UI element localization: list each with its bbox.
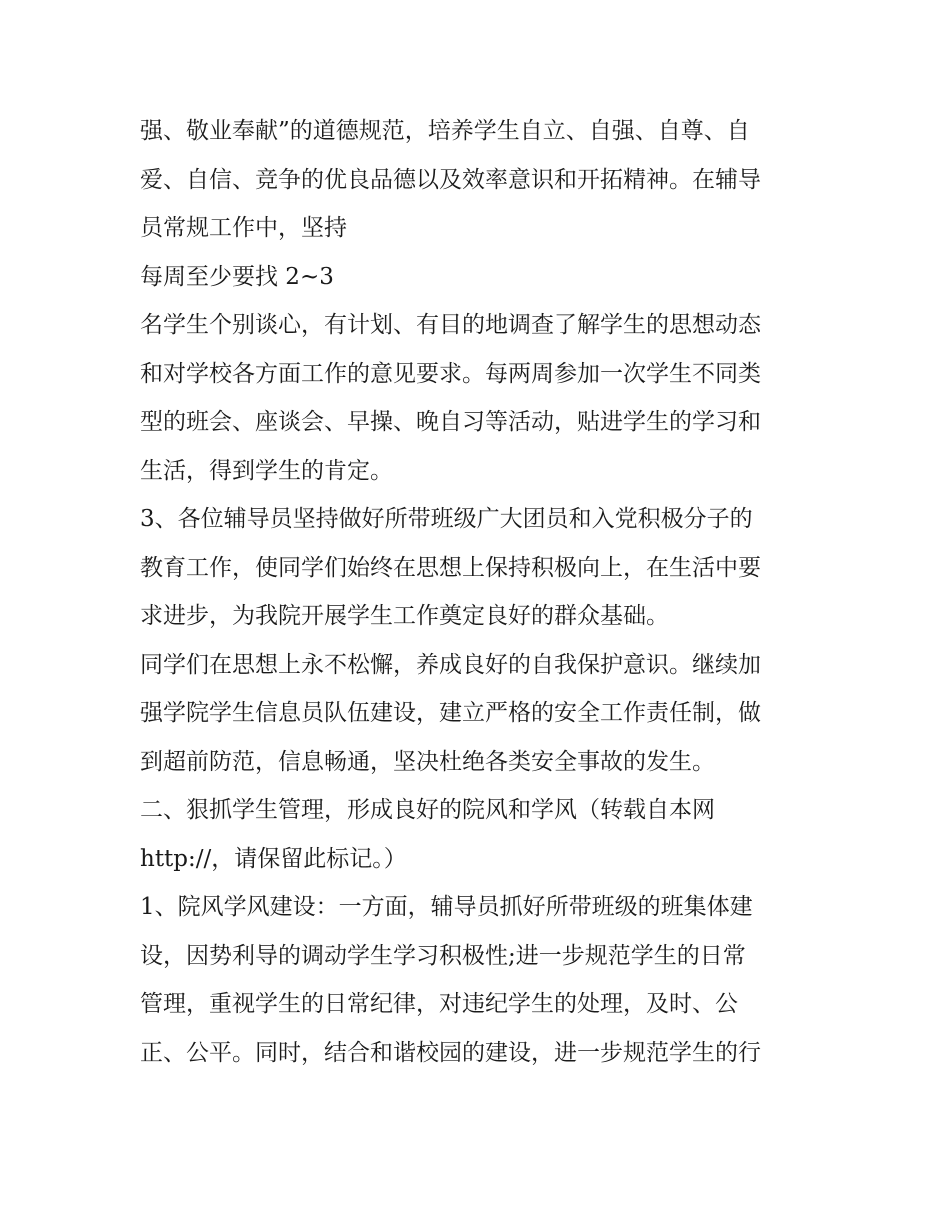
text-line: 管理，重视学生的日常纪律，对违纪学生的处理，及时、公 xyxy=(140,991,738,1017)
text-line: 强、敬业奉献”的道德规范，培养学生自立、自强、自尊、自 xyxy=(140,118,750,144)
text-line: 正、公平。同时，结合和谐校园的建设，进一步规范学生的行 xyxy=(140,1039,761,1066)
text-line: 型的班会、座谈会、早操、晚自习等活动，贴进学生的学习和 xyxy=(140,409,761,435)
text-line: 生活，得到学生的肯定。 xyxy=(140,457,393,484)
text-line: 强学院学生信息员队伍建设，建立严格的安全工作责任制，做 xyxy=(140,700,761,726)
text-line: 3、各位辅导员坚持做好所带班级广大团员和入党积极分子的 xyxy=(140,506,753,532)
text-line: 同学们在思想上永不松懈，养成良好的自我保护意识。继续加 xyxy=(140,651,761,678)
document-body xyxy=(140,107,820,1077)
text-line: 和对学校各方面工作的意见要求。每两周参加一次学生不同类 xyxy=(140,360,761,387)
text-line: 教育工作，使同学们始终在思想上保持积极向上，在生活中要 xyxy=(140,554,761,581)
text-line: 1、院风学风建设：一方面，辅导员抓好所带班级的班集体建 xyxy=(140,894,753,920)
text-line: 爱、自信、竞争的优良品德以及效率意识和开拓精神。在辅导 xyxy=(140,166,761,193)
text-line: 名学生个别谈心，有计划、有目的地调查了解学生的思想动态 xyxy=(140,312,761,338)
text-line: 设，因势利导的调动学生学习积极性;进一步规范学生的日常 xyxy=(140,942,746,969)
text-line: 每周至少要找 2~3 xyxy=(140,263,334,290)
text-line: 二、狠抓学生管理，形成良好的院风和学风（转载自本网 xyxy=(140,797,715,823)
text-line: http://，请保留此标记。） xyxy=(140,845,407,872)
text-line: 求进步，为我院开展学生工作奠定良好的群众基础。 xyxy=(140,603,669,629)
text-line: 员常规工作中，坚持 xyxy=(140,215,347,241)
text-line: 到超前防范，信息畅通，坚决杜绝各类安全事故的发生。 xyxy=(140,748,715,775)
